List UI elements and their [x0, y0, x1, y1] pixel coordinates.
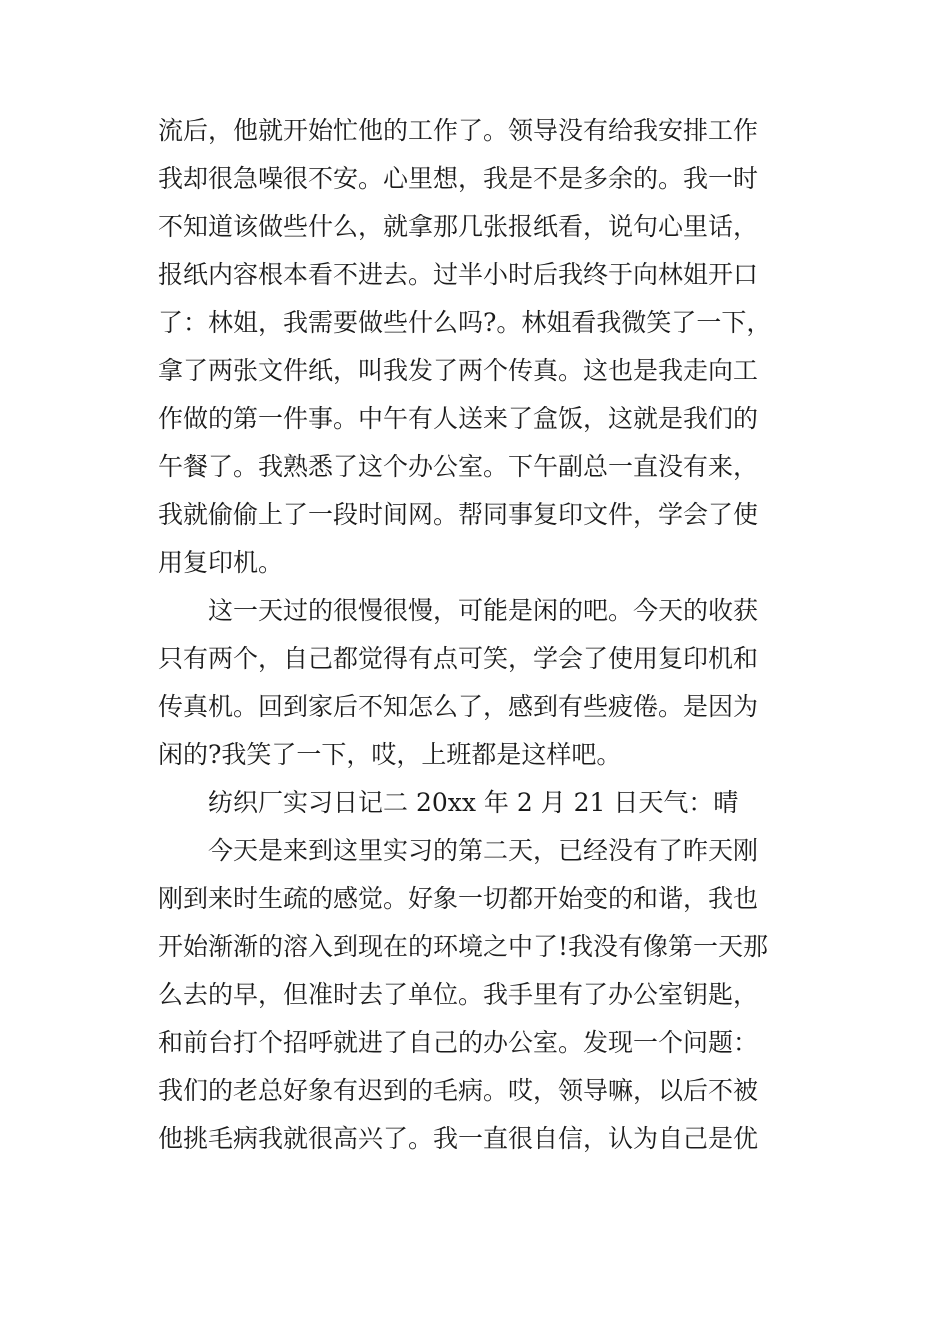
text-line: 报纸内容根本看不进去。过半小时后我终于向林姐开口: [158, 260, 759, 289]
text-line: 和前台打个招呼就进了自己的办公室。发现一个问题：: [158, 1028, 759, 1057]
text-line: 作做的第一件事。中午有人送来了盒饭，这就是我们的: [158, 404, 759, 433]
text-line: 用复印机。: [158, 548, 284, 577]
text-line: 刚到来时生疏的感觉。好象一切都开始变的和谐，我也: [158, 884, 759, 913]
text-line: 只有两个，自己都觉得有点可笑，学会了使用复印机和: [158, 644, 759, 673]
text-line: 他挑毛病我就很高兴了。我一直很自信，认为自己是优: [158, 1124, 759, 1153]
text-line: 闲的?我笑了一下，哎，上班都是这样吧。: [158, 740, 622, 769]
text-line: 我就偷偷上了一段时间网。帮同事复印文件，学会了使: [158, 500, 759, 529]
document-body: [158, 107, 798, 1163]
text-line: 不知道该做些什么，就拿那几张报纸看，说句心里话，: [158, 212, 759, 241]
text-line: 流后，他就开始忙他的工作了。领导没有给我安排工作: [158, 116, 759, 145]
diary-heading: 纺织厂实习日记二 20xx 年 2 月 21 日天气：晴: [208, 788, 739, 817]
paragraph-start-line: 今天是来到这里实习的第二天，已经没有了昨天刚: [208, 836, 759, 865]
text-line: 拿了两张文件纸，叫我发了两个传真。这也是我走向工: [158, 356, 759, 385]
text-line: 开始渐渐的溶入到现在的环境之中了!我没有像第一天那: [158, 932, 769, 961]
text-line: 了：林姐，我需要做些什么吗?。林姐看我微笑了一下，: [158, 308, 772, 337]
text-line: 么去的早，但准时去了单位。我手里有了办公室钥匙，: [158, 980, 759, 1009]
paragraph-start-line: 这一天过的很慢很慢，可能是闲的吧。今天的收获: [208, 596, 759, 625]
text-line: 我却很急噪很不安。心里想，我是不是多余的。我一时: [158, 164, 759, 193]
text-line: 午餐了。我熟悉了这个办公室。下午副总一直没有来，: [158, 452, 759, 481]
text-line: 传真机。回到家后不知怎么了，感到有些疲倦。是因为: [158, 692, 759, 721]
text-line: 我们的老总好象有迟到的毛病。哎，领导嘛，以后不被: [158, 1076, 759, 1105]
